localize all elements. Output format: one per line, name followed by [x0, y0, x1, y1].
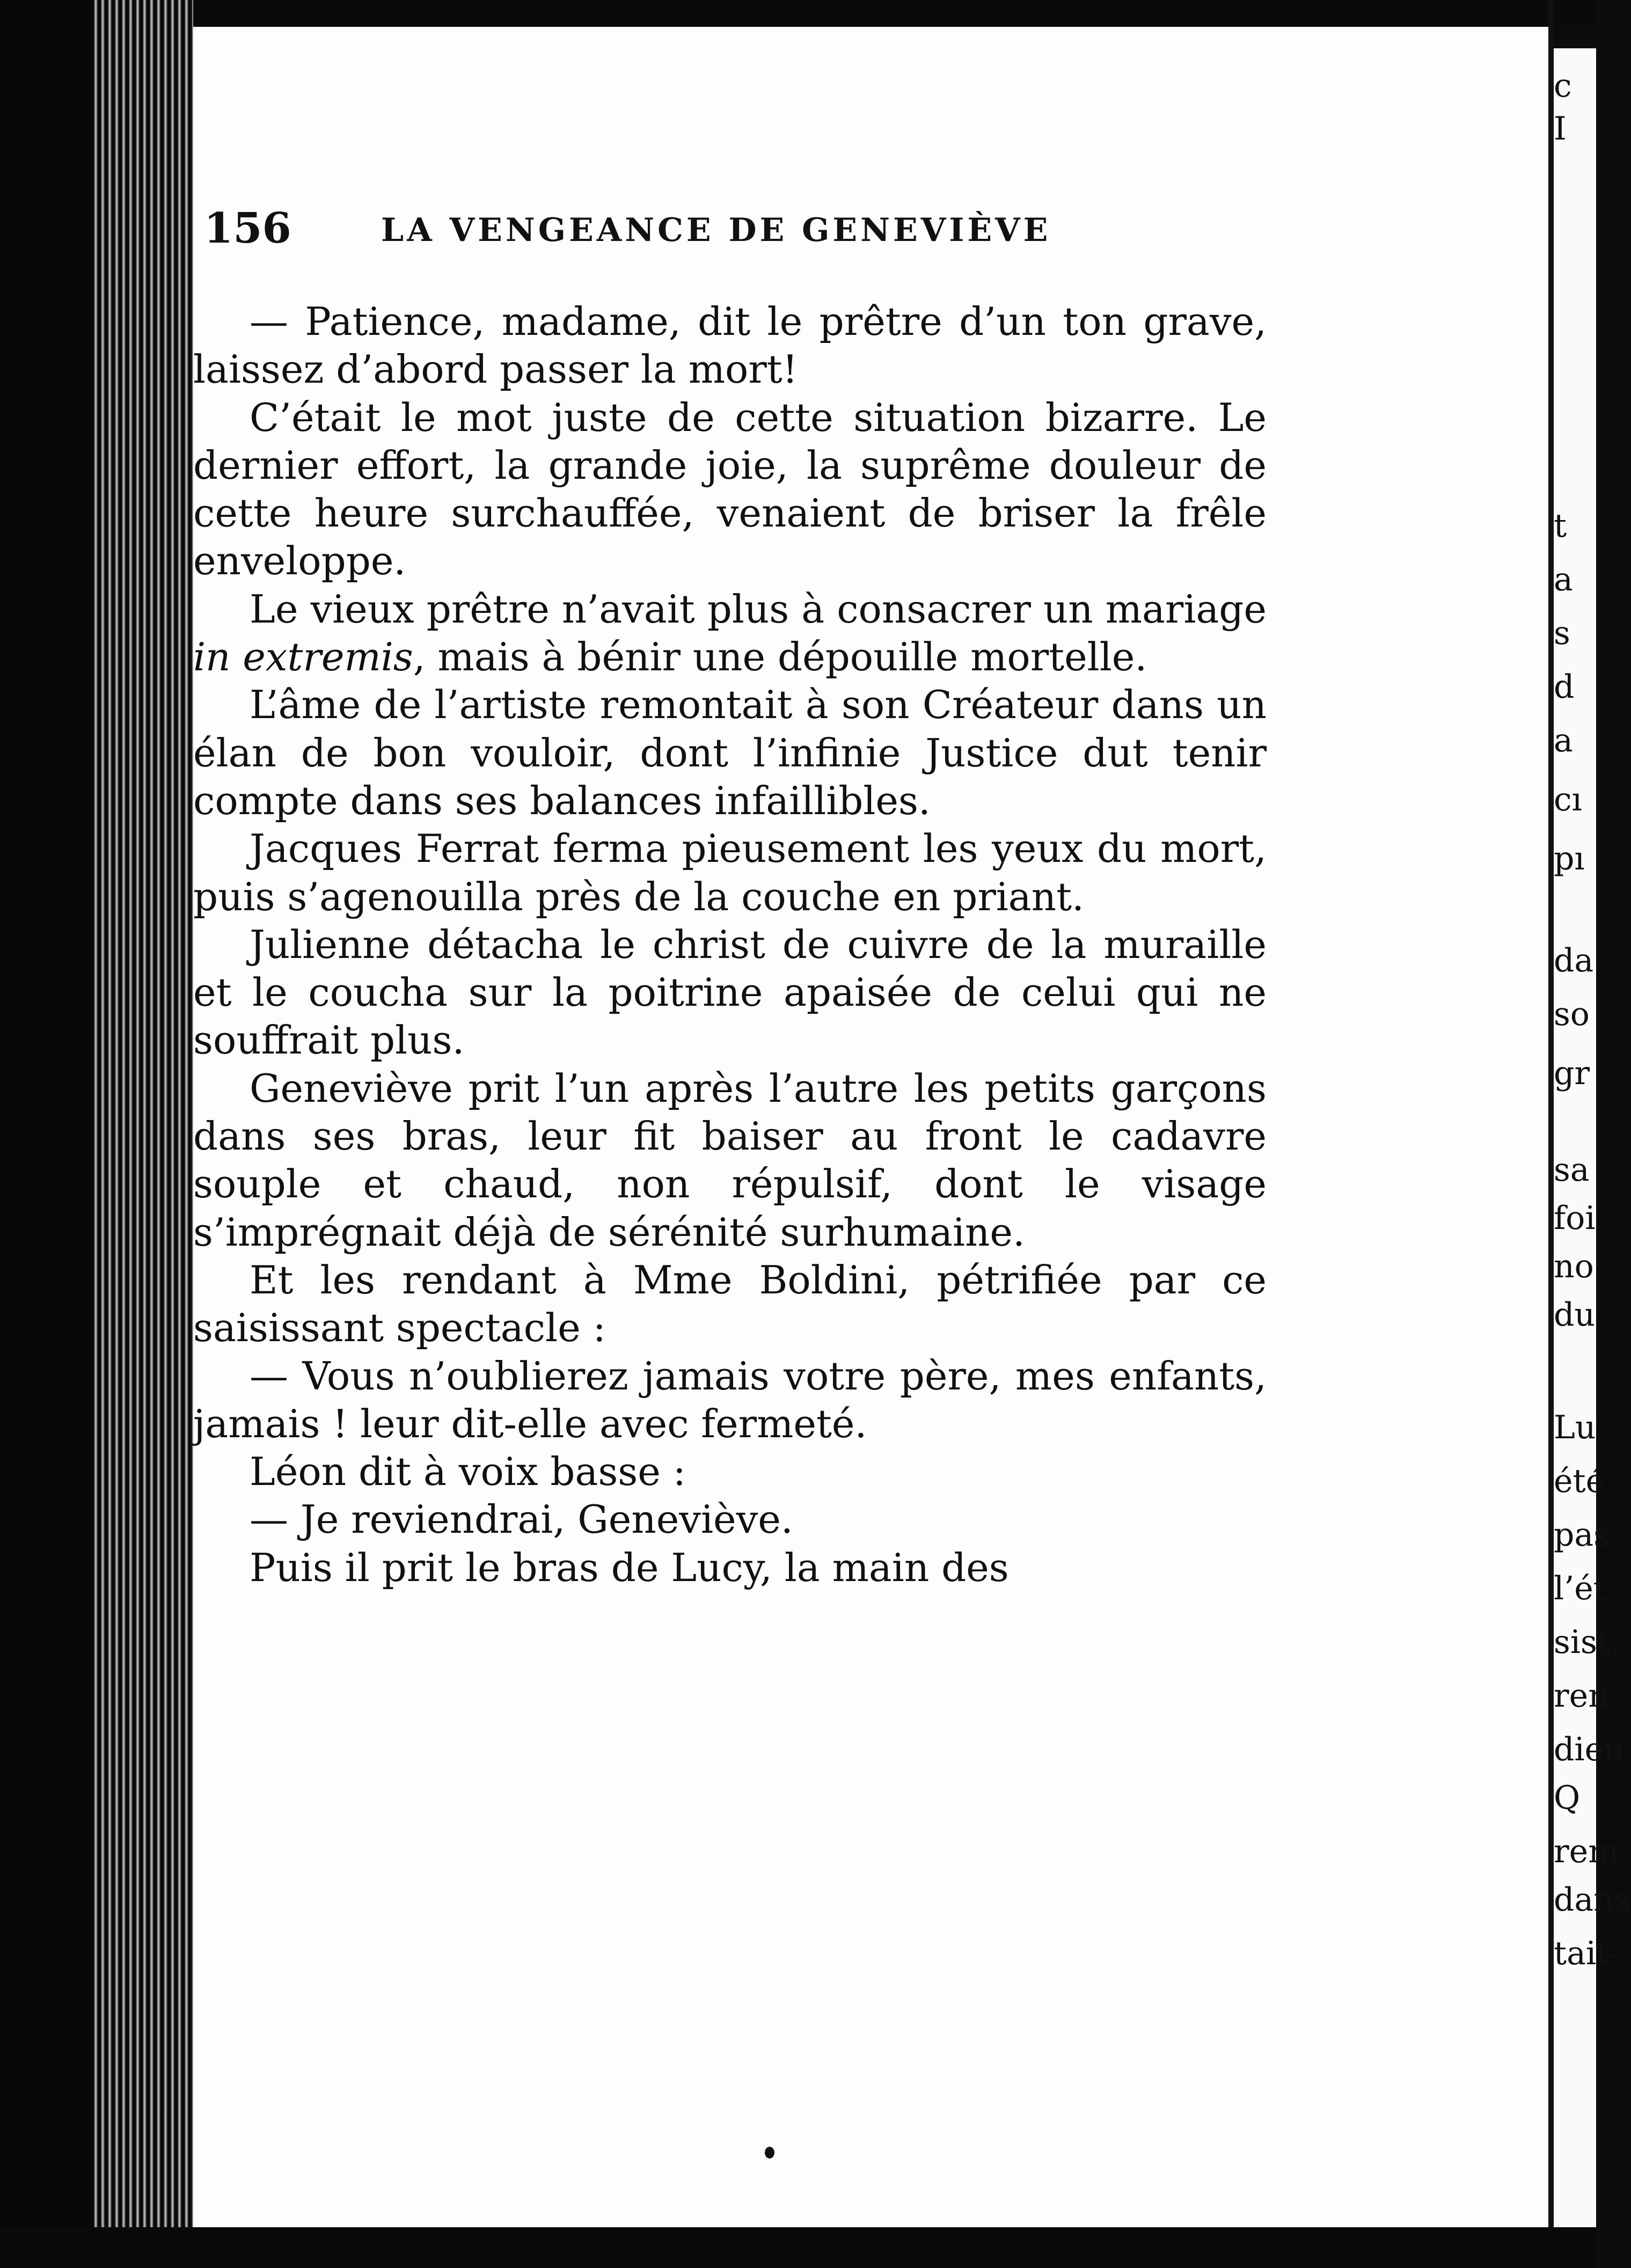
next-page-line: tait-: [1554, 1935, 1620, 1972]
next-page-line: dans: [1554, 1881, 1631, 1919]
next-page-line: dieu: [1554, 1731, 1625, 1768]
next-page-line: pas: [1554, 1516, 1610, 1554]
next-page-line: Lu: [1554, 1409, 1596, 1446]
next-page-line: ren: [1554, 1677, 1609, 1715]
page-number: 156: [204, 204, 291, 253]
next-page-line: da: [1554, 942, 1594, 979]
next-page-line: rem: [1554, 1833, 1619, 1870]
next-page-line: no: [1554, 1248, 1594, 1285]
paragraph-3: [193, 586, 1267, 682]
next-page-line: foi: [1554, 1199, 1596, 1237]
next-page-line: d: [1554, 668, 1575, 706]
paragraph-8: Et les rendant à Mme Boldini, pétrifiée par ce saisissant spectacle :: [193, 1257, 1267, 1351]
next-page-line: c: [1554, 67, 1572, 105]
next-page-line: du: [1554, 1296, 1596, 1334]
next-page-line: sist.: [1554, 1623, 1620, 1661]
next-page-fragment: [1554, 48, 1631, 2227]
book-edge-left: [0, 0, 193, 2268]
paragraph-6: Julienne détacha le christ de cuivre de la muraille et le coucha sur la poitrine apaisée de celui qui ne souffrait plus.: [193, 921, 1267, 1063]
paragraph-1: — Patience, madame, dit le prêtre d’un ton grave, laissez d’abord passer la mort!: [193, 299, 1267, 392]
next-page-line: s: [1554, 614, 1570, 652]
paragraph-11: — Je reviendrai, Geneviève.: [250, 1497, 793, 1542]
next-page-line: so: [1554, 996, 1590, 1033]
next-page-line: a: [1554, 561, 1573, 598]
next-page-line: sa: [1554, 1151, 1590, 1189]
next-page-line: Q: [1554, 1779, 1581, 1817]
print-speck: [765, 2147, 774, 2159]
paragraph-7: Geneviève prit l’un après l’autre les petits garçons dans ses bras, leur fit baiser au front le cadavre souple et chaud, non répulsif, dont le visage s’imprégnait déjà de sérénité surhumaine.: [193, 1065, 1267, 1255]
paragraph-9: — Vous n’oublierez jamais votre père, mes enfants, jamais ! leur dit-elle avec fermeté.: [193, 1353, 1267, 1446]
page-gutter: [1548, 0, 1554, 2268]
scan-bottom-border: [0, 2227, 1596, 2268]
body-text: [193, 298, 1267, 1592]
next-page-line: été: [1554, 1462, 1605, 1500]
paragraph-5: Jacques Ferrat ferma pieusement les yeux du mort, puis s’agenouilla près de la couche en priant.: [193, 826, 1267, 919]
paragraph-12: Puis il prit le bras de Lucy, la main des: [250, 1545, 1009, 1590]
running-title: LA VENGEANCE DE GENEVIÈVE: [381, 211, 1051, 249]
next-page-line: I: [1554, 110, 1567, 148]
next-page-line: pı: [1554, 840, 1585, 877]
next-page-line: gr: [1554, 1055, 1590, 1092]
paragraph-3-end: , mais à bénir une dépouille mortelle.: [413, 634, 1147, 680]
paragraph-3-start: Le vieux prêtre n’avait plus à consacrer un mariage: [250, 586, 1267, 632]
next-page-line: l’ét: [1554, 1570, 1606, 1607]
italic-phrase: in extremis: [193, 634, 413, 680]
next-page-line: t: [1554, 507, 1567, 545]
paragraph-10: Léon dit à voix basse :: [250, 1449, 686, 1495]
paragraph-4: L’âme de l’artiste remontait à son Créateur dans un élan de bon vouloir, dont l’infinie Justice dut tenir compte dans ses balances infaillibles.: [193, 682, 1267, 823]
paragraph-2: C’était le mot juste de cette situation bizarre. Le dernier effort, la grande joie, la suprême douleur de cette heure surchauffée, venaient de briser la frêle enveloppe.: [193, 394, 1267, 584]
scan-top-border: [0, 0, 1596, 27]
next-page-line: a: [1554, 722, 1573, 759]
page-header: [204, 204, 1310, 252]
next-page-line: cı: [1554, 781, 1582, 818]
